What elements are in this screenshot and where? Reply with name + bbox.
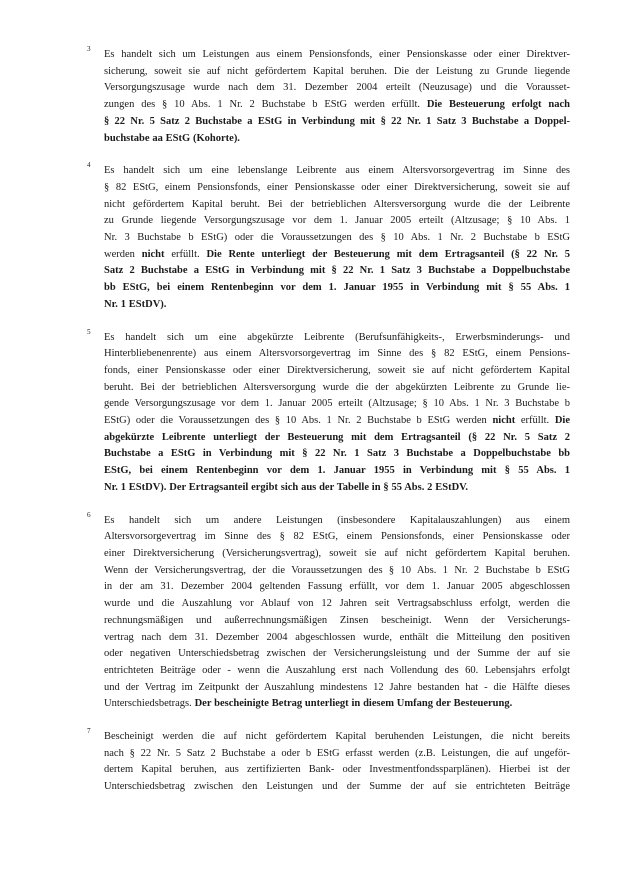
bold-text-run: buchstabe aa EStG (Kohorte). (104, 132, 240, 144)
footnote-line (104, 613, 570, 630)
footnote-line (104, 180, 570, 197)
text-run: vertrag nach dem 31. Dezember 2004 abgeschlossen wurde, enthält die Mitteilung den positiven (104, 631, 570, 643)
text-run: werden (104, 248, 142, 260)
footnote-line (104, 114, 570, 131)
text-run: oder negativen Unterschiedsbetrag zwischen der Versicherungsleistung und der Summe der auf sie (104, 648, 570, 660)
footnote-line (104, 563, 570, 580)
footnote-line (104, 247, 570, 264)
text-run: einer Direktversicherung (Versicherungsvertrag), soweit sie auf nicht gefördertem Kapital beruhen. (104, 547, 570, 559)
footnote-line (104, 396, 570, 413)
bold-text-run: Buchstabe a EStG in Verbindung mit § 22 Nr. 1 Satz 3 Buchstabe a Doppelbuchstabe bb (104, 448, 570, 460)
footnote-line (104, 729, 570, 746)
footnote-3 (87, 45, 570, 147)
text-run: fonds, einer Pensionskasse oder einer Direktversicherung, soweit sie auf nicht gefördertem Kapital (104, 364, 570, 376)
bold-text-run: nicht (141, 248, 165, 260)
footnote-line (104, 579, 570, 596)
bold-text-run: Nr. 1 EStDV). (104, 298, 167, 310)
footnote-line (104, 513, 570, 530)
footnote-line (104, 446, 570, 463)
footnote-line (104, 779, 570, 796)
footnote-line (104, 280, 570, 297)
footnote-line (104, 47, 570, 64)
footnote-line (104, 363, 570, 380)
bold-text-run: Die Rente unterliegt der Besteuerung mit dem Ertragsanteil (§ 22 Nr. 5 (206, 248, 570, 260)
text-run: Es handelt sich um Leistungen aus einem Pensionsfonds, einer Pensionskasse oder einer Direktver- (104, 49, 570, 60)
footnote-line (104, 596, 570, 613)
footnote-line (104, 213, 570, 230)
footnote-line (104, 430, 570, 447)
text-run: erfüllt. (515, 415, 555, 427)
bold-text-run: nicht (492, 415, 516, 427)
bold-text-run: abgekürzte Leibrente unterliegt der Besteuerung mit dem Ertragsanteil (§ 22 Nr. 5 Satz 2 (104, 431, 570, 443)
bold-text-run: Die Besteuerung erfolgt nach (426, 99, 570, 111)
text-run: Wenn der Versicherungsvertrag, der die Voraussetzungen des § 10 Abs. 1 Nr. 2 Buchstabe b EStG (104, 564, 570, 576)
text-run: zu Grunde liegende Versorgungszusage vor dem 1. Januar 2005 erteilt (Altzusage; § 10 Abs. 1 (104, 215, 570, 227)
footnote-6 (87, 510, 570, 713)
footnote-line (104, 646, 570, 663)
bold-text-run: Der bescheinigte Betrag unterliegt in diesem Umfang der Besteuerung. (194, 698, 513, 710)
bold-text-run: bb EStG, bei einem Rentenbeginn vor dem 1. Januar 1955 in Verbindung mit § 55 Abs. 1 (104, 282, 570, 294)
text-run: Altersvorsorgevertrag im Sinne des § 82 EStG, einem Pensionsfonds, einer Pensionskasse oder (104, 531, 570, 543)
text-run: erfüllt. (164, 248, 207, 260)
footnote-7 (87, 727, 570, 796)
footnote-line (104, 680, 570, 697)
bold-text-run: EStG, bei einem Rentenbeginn vor dem 1. Januar 1955 in Verbindung mit § 55 Abs. 1 (104, 465, 570, 477)
text-run: Es handelt sich um eine lebenslange Leibrente aus einem Altersvorsorgevertrag im Sinne des (104, 165, 570, 177)
footnote-line (104, 663, 570, 680)
footnote-line (104, 346, 570, 363)
footnote-line (104, 762, 570, 779)
footnote-line (104, 529, 570, 546)
footnote-line (104, 380, 570, 397)
text-run: Bescheinigt werden die auf nicht gefördertem Kapital beruhenden Leistungen, die nicht bereits (104, 731, 570, 743)
footnote-number: 6 (87, 510, 91, 519)
text-run: Nr. 3 Buchstabe b EStG) oder die Voraussetzungen des § 10 Abs. 1 Nr. 2 Buchstabe b EStG (104, 232, 570, 244)
bold-text-run: Satz 2 Buchstabe a EStG in Verbindung mit § 22 Nr. 1 Satz 3 Buchstabe a Doppelbuchstabe (104, 265, 570, 277)
footnote-line (104, 480, 570, 497)
text-run: zungen des § 10 Abs. 1 Nr. 2 Buchstabe b EStG werden erfüllt. (104, 99, 427, 111)
footnote-line (104, 197, 570, 214)
text-run: Hinterbliebenenrente) aus einem Altersvorsorgevertrag im Sinne des § 82 EStG, einem Pensions- (104, 348, 570, 360)
bold-text-run: § 22 Nr. 5 Satz 2 Buchstabe a EStG in Verbindung mit § 22 Nr. 1 Satz 3 Buchstabe a Doppel- (104, 115, 570, 127)
text-run: und der Vertrag im Zeitpunkt der Auszahlung mindestens 12 Jahre bestanden hat - die Hälfte dieses (104, 681, 570, 693)
footnote-number: 5 (87, 327, 91, 336)
text-run: Unterschiedsbetrag zwischen den Leistungen und der Summe der auf sie entrichteten Beiträge (104, 781, 570, 793)
footnote-line (104, 97, 570, 114)
footnote-4 (87, 161, 570, 313)
text-run: gende Versorgungszusage vor dem 1. Januar 2005 erteilt (Altzusage; § 10 Abs. 1 Nr. 3 Buchstabe b (104, 398, 570, 410)
text-run: nach § 22 Nr. 5 Satz 2 Buchstabe a oder b EStG erfasst werden (z.B. Leistungen, die auf ungeför- (104, 747, 570, 759)
text-run: wurde und die Auszahlung vor Ablauf von 12 Jahren seit Vertragsabschluss erfolgt, werden die (104, 598, 570, 610)
footnote-line (104, 746, 570, 763)
footnote-5 (87, 327, 570, 497)
footnote-line (104, 330, 570, 347)
text-run: Versorgungszusage wurde nach dem 31. Dezember 2004 erteilt (Neuzusage) und die Vorausset- (104, 82, 570, 94)
footnote-line (104, 630, 570, 647)
footnote-line (104, 64, 570, 81)
text-run: sicherung, soweit sie auf nicht gefördertem Kapital beruhen. Die der Leistung zu Grunde liegende (104, 65, 570, 77)
footnote-line (104, 131, 570, 148)
footnote-number: 3 (87, 45, 91, 53)
bold-text-run: Nr. 1 EStDV). Der Ertragsanteil ergibt sich aus der Tabelle in § 55 Abs. 2 EStDV. (104, 481, 469, 493)
footnote-line (104, 413, 570, 430)
footnote-line (104, 230, 570, 247)
text-run: § 82 EStG, einem Pensionsfonds, einer Pensionskasse oder einer Direktversicherung, soweit sie auf (104, 181, 570, 193)
footnote-number: 7 (87, 727, 91, 736)
text-run: in der am 31. Dezember 2004 geltenden Fassung erfüllt, vor dem 1. Januar 2005 abgeschlossen (104, 581, 570, 593)
bold-text-run: Die (554, 415, 570, 427)
footnote-line (104, 163, 570, 180)
text-run: entrichteten Beiträge oder - wenn die Auszahlung erst nach Vollendung des 60. Lebensjahrs erfolgt (104, 664, 570, 676)
footnote-line (104, 546, 570, 563)
text-run: Unterschiedsbetrags. (104, 698, 195, 710)
footnote-line (104, 80, 570, 97)
text-run: nicht gefördertem Kapital beruht. Bei der betrieblichen Altersversorgung wurde die der Leibrente (104, 198, 570, 210)
footnote-line (104, 463, 570, 480)
text-run: EStG) oder die Voraussetzungen des § 10 Abs. 1 Nr. 2 Buchstabe b EStG werden (104, 415, 493, 427)
footnote-line (104, 297, 570, 314)
footnotes-section (87, 45, 570, 812)
text-run: beruht. Bei der betrieblichen Altersversorgung wurde die der abgekürzten Leibrente zu Grunde lie- (104, 381, 570, 393)
text-run: rechnungsmäßigen und außerrechnungsmäßigen Zinsen bescheinigt. Wenn der Versicherungs- (104, 614, 570, 626)
footnote-line (104, 696, 570, 713)
footnote-number: 4 (87, 161, 91, 170)
text-run: Es handelt sich um eine abgekürzte Leibrente (Berufsunfähigkeits-, Erwerbsminderungs- und (104, 331, 570, 343)
footnote-line (104, 263, 570, 280)
text-run: Es handelt sich um andere Leistungen (insbesondere Kapitalauszahlungen) aus einem (104, 514, 570, 526)
text-run: dertem Kapital beruhen, aus zertifizierten Bank- oder Investmentfondssparplänen). Hierbei ist der (104, 764, 570, 776)
